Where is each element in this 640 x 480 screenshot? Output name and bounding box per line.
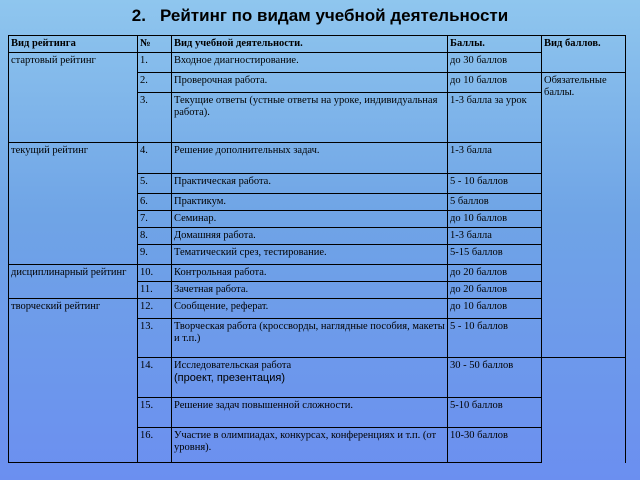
row-points: 1-3 балла [448,227,542,244]
row-activity: Контрольная работа. [172,265,448,282]
row-number: 12. [138,299,172,319]
rating-current: текущий рейтинг [9,143,138,265]
table-row [9,299,626,319]
row-points: 30 - 50 баллов [448,357,542,397]
row-number: 11. [138,282,172,299]
row-activity-main: Исследовательская работа [174,359,292,371]
row-points: до 20 баллов [448,265,542,282]
row-number: 6. [138,193,172,210]
row-points: 5 - 10 баллов [448,173,542,193]
title-text: Рейтинг по видам учебной деятельности [159,6,509,25]
row-activity: Тематический срез, тестирование. [172,244,448,264]
row-activity: Текущие ответы (устные ответы на уроке, индивидуальная работа). [172,93,448,143]
row-activity: Практикум. [172,193,448,210]
row-points: 1-3 балла за урок [448,93,542,143]
row-activity: Практическая работа. [172,173,448,193]
row-activity: Входное диагностирование. [172,53,448,73]
row-points: 5 баллов [448,193,542,210]
header-points: Баллы. [448,36,542,53]
row-activity: Решение дополнительных задач. [172,143,448,173]
row-activity-extra: (проект, презентация) [174,371,285,384]
header-rating-type: Вид рейтинга [9,36,138,53]
table-row [9,143,626,173]
row-number: 4. [138,143,172,173]
row-activity: Сообщение, реферат. [172,299,448,319]
row-number: 9. [138,244,172,264]
row-number: 7. [138,210,172,227]
row-number: 8. [138,227,172,244]
page-title [0,6,640,26]
row-points: 10-30 баллов [448,427,542,462]
header-kind: Вид баллов. [542,36,626,73]
row-number: 14. [138,357,172,397]
row-points: до 10 баллов [448,73,542,93]
row-number: 5. [138,173,172,193]
rating-discipline: дисциплинарный рейтинг [9,265,138,299]
row-activity: Проверочная работа. [172,73,448,93]
title-number: 2. [131,6,146,25]
row-points: до 20 баллов [448,282,542,299]
row-activity: Зачетная работа. [172,282,448,299]
row-activity: Решение задач повышенной сложности. [172,397,448,427]
row-activity: Семинар. [172,210,448,227]
row-number: 2. [138,73,172,93]
row-number: 10. [138,265,172,282]
row-number: 1. [138,53,172,73]
row-activity: Творческая работа (кроссворды, наглядные пособия, макеты и т.п.) [172,319,448,357]
rating-table [8,35,626,463]
row-points: 1-3 балла [448,143,542,173]
row-activity: Домашняя работа. [172,227,448,244]
row-number: 13. [138,319,172,357]
table-row [9,265,626,282]
row-points: 5 - 10 баллов [448,319,542,357]
header-row [9,36,626,53]
row-points: до 10 баллов [448,210,542,227]
row-number: 16. [138,427,172,462]
row-points: 5-15 баллов [448,244,542,264]
row-activity [172,357,448,397]
header-activity: Вид учебной деятельности. [172,36,448,53]
rating-start: стартовый рейтинг [9,53,138,143]
row-activity: Участие в олимпиадах, конкурсах, конференциях и т.п. (от уровня). [172,427,448,462]
row-points: до 10 баллов [448,299,542,319]
row-points: до 30 баллов [448,53,542,73]
row-points: 5-10 баллов [448,397,542,427]
rating-creative: творческий рейтинг [9,299,138,463]
kind-mandatory: Обязательные баллы. [542,73,626,357]
row-number: 15. [138,397,172,427]
row-number: 3. [138,93,172,143]
table-row [9,53,626,73]
header-number: № [138,36,172,53]
